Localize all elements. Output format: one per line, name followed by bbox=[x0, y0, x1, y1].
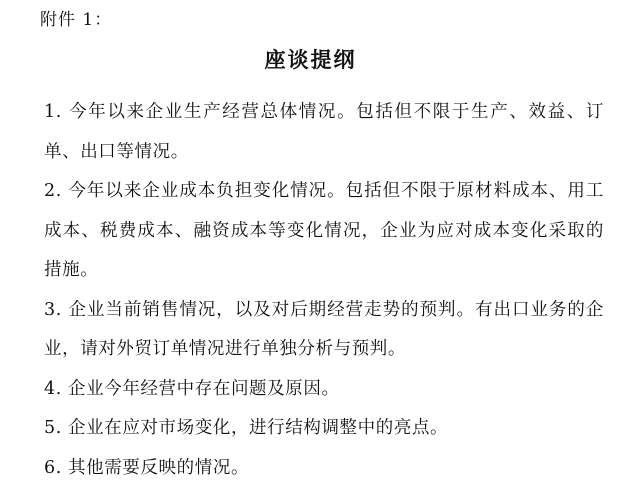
outline-item-3: 3. 企业当前销售情况，以及对后期经营走势的预判。有出口业务的企业，请对外贸订单情况进行单独分析与预判。 bbox=[44, 299, 604, 359]
outline-item-2: 2. 今年以来企业成本负担变化情况。包括但不限于原材料成本、用工成本、税费成本、融资成本等变化情况，企业为应对成本变化采取的措施。 bbox=[44, 181, 604, 280]
outline-item-1: 1. 今年以来企业生产经营总体情况。包括但不限于生产、效益、订单、出口等情况。 bbox=[44, 102, 604, 162]
outline-item-6: 6. 其他需要反映的情况。 bbox=[44, 457, 250, 478]
document-title: 座谈提纲 bbox=[264, 48, 357, 72]
outline-item-5: 5. 企业在应对市场变化，进行结构调整中的亮点。 bbox=[44, 418, 449, 438]
outline-list bbox=[44, 93, 604, 488]
outline-item-4: 4. 企业今年经营中存在问题及原因。 bbox=[44, 378, 340, 399]
attachment-label: 附件 1： bbox=[40, 10, 113, 30]
